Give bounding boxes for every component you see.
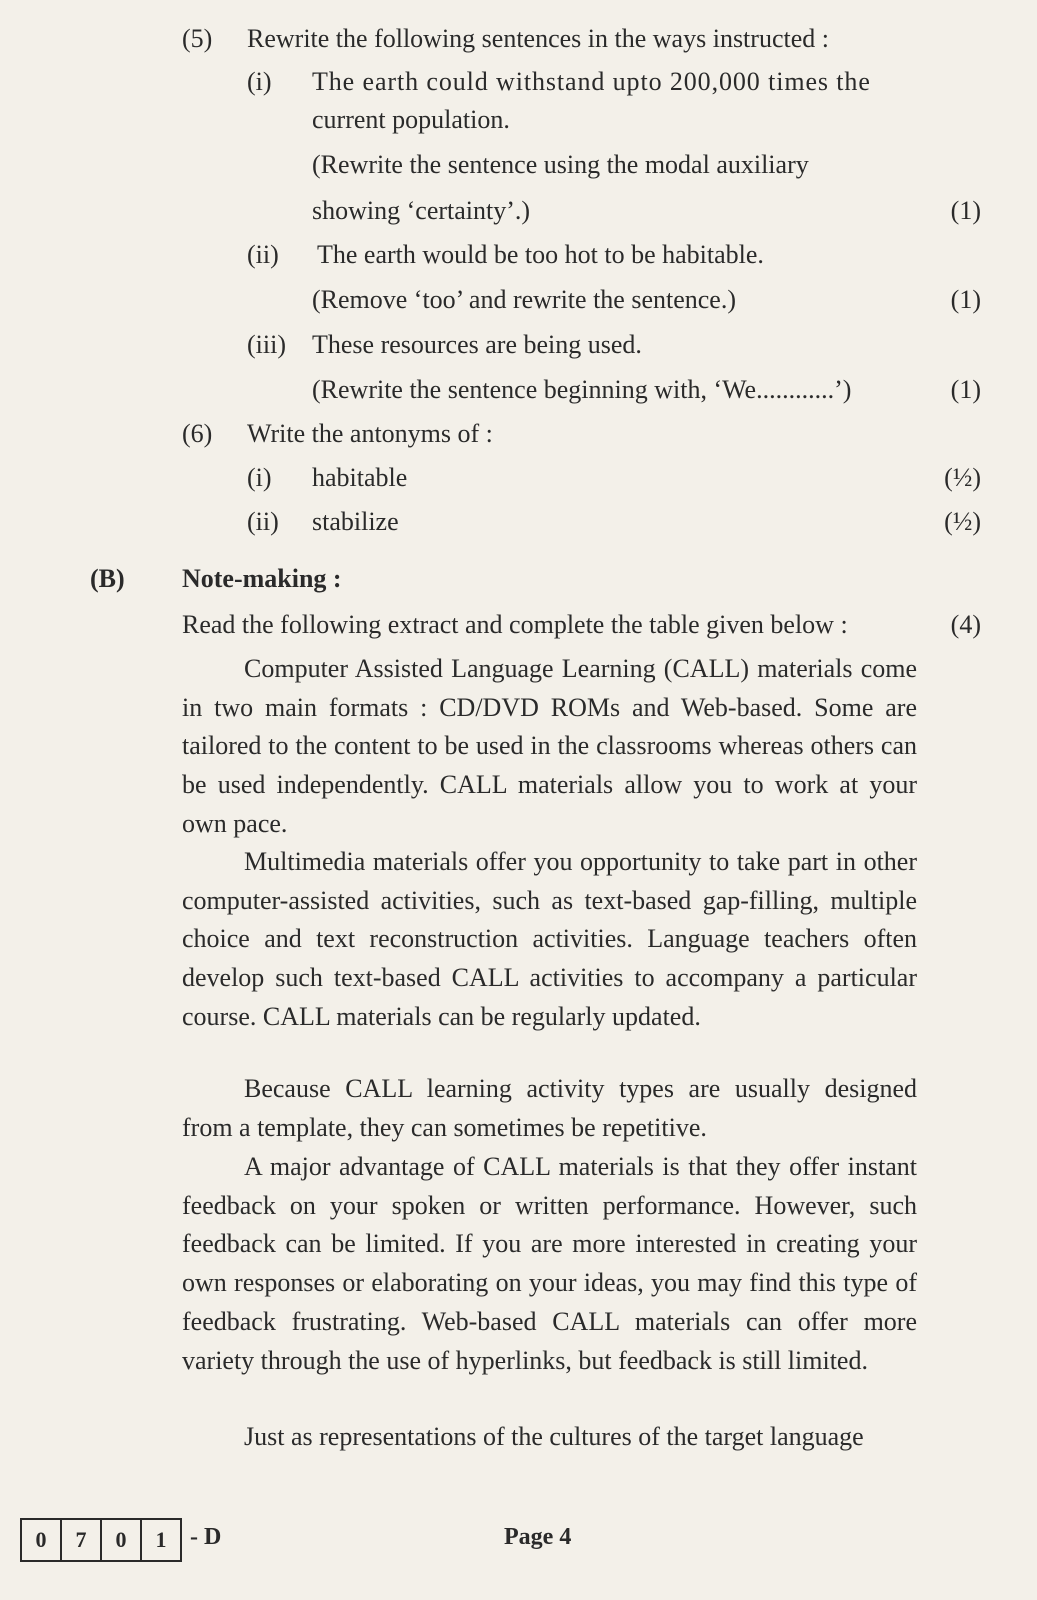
extract-paragraph-2-text: Multimedia materials offer you opportunity to take part in other computer-assisted activities, such as text-based gap-filling, multiple choice and text reconstruction activities. Language teachers often develop such text-based CALL activities to accompany a particular course. CALL materials can be regularly updated. (182, 847, 917, 1031)
q5-iii-instruction: (Rewrite the sentence beginning with, ‘We............’) (312, 375, 852, 404)
extract-paragraph-4-text: A major advantage of CALL materials is that they offer instant feedback on your spoken or written performance. However, such feedback can be limited. If you are more interested in creating your own responses or elaborating on your ideas, you may find this type of feedback frustrating. Web-based CALL materials can offer more variety through the use of hyperlinks, but feedback is still limited. (182, 1152, 917, 1375)
extract-paragraph-4 (182, 1148, 917, 1380)
q5-iii-mark: (1) (950, 375, 981, 404)
q5-i-mark: (1) (950, 196, 981, 225)
extract-paragraph-5 (182, 1418, 917, 1457)
paper-code-suffix: - D (190, 1524, 222, 1550)
paper-code-digit: 7 (62, 1520, 102, 1560)
q6-i-mark: (½) (944, 463, 981, 492)
q6-ii-mark: (½) (944, 507, 981, 536)
paper-code-digit: 0 (102, 1520, 142, 1560)
section-b-instruction: Read the following extract and complete the table given below : (182, 610, 848, 639)
paper-code-digit: 1 (155, 1527, 167, 1552)
q5-iii-number: (iii) (247, 330, 286, 359)
section-b-title: Note-making : (182, 564, 342, 593)
q6-i-number: (i) (247, 463, 272, 492)
q5-i-instruction-line2: showing ‘certainty’.) (312, 196, 531, 225)
q5-i-instruction-line1: (Rewrite the sentence using the modal auxiliary (312, 150, 809, 179)
q6-ii-number: (ii) (247, 507, 279, 536)
q5-ii-number: (ii) (247, 240, 279, 269)
extract-paragraph-3-text: Because CALL learning activity types are usually designed from a template, they can sometimes be repetitive. (182, 1074, 917, 1142)
q6-instruction: Write the antonyms of : (247, 419, 493, 448)
extract-paragraph-3 (182, 1070, 917, 1147)
q6-number: (6) (182, 419, 213, 448)
q5-i-sentence-line1: The earth could withstand upto 200,000 times the (312, 67, 871, 96)
q5-ii-mark: (1) (950, 285, 981, 314)
q6-i-word: habitable (312, 463, 408, 492)
page-number: Page 4 (504, 1524, 572, 1550)
q5-number: (5) (182, 24, 213, 53)
extract-paragraph-2 (182, 843, 917, 1037)
extract-paragraph-1-text: Computer Assisted Language Learning (CALL) materials come in two main formats : CD/DVD ROMs and Web-based. Some are tailored to the content to be used in the classrooms whereas others can be used independently. CALL materials allow you to work at your own pace. (182, 654, 917, 838)
q5-i-sentence-line2: current population. (312, 105, 510, 134)
extract-paragraph-1 (182, 650, 917, 844)
extract-paragraph-5-text: Just as representations of the cultures of the target language (244, 1422, 864, 1451)
q5-instruction: Rewrite the following sentences in the ways instructed : (247, 24, 829, 53)
q6-ii-word: stabilize (312, 507, 399, 536)
q5-ii-instruction: (Remove ‘too’ and rewrite the sentence.) (312, 285, 736, 314)
paper-code-box (20, 1518, 182, 1562)
section-b-mark: (4) (950, 610, 981, 639)
paper-code-digit: 0 (22, 1520, 62, 1560)
q5-ii-sentence: The earth would be too hot to be habitable. (317, 240, 764, 269)
section-b-label: (B) (90, 564, 125, 593)
q5-iii-sentence: These resources are being used. (312, 330, 642, 359)
q5-i-number: (i) (247, 67, 272, 96)
